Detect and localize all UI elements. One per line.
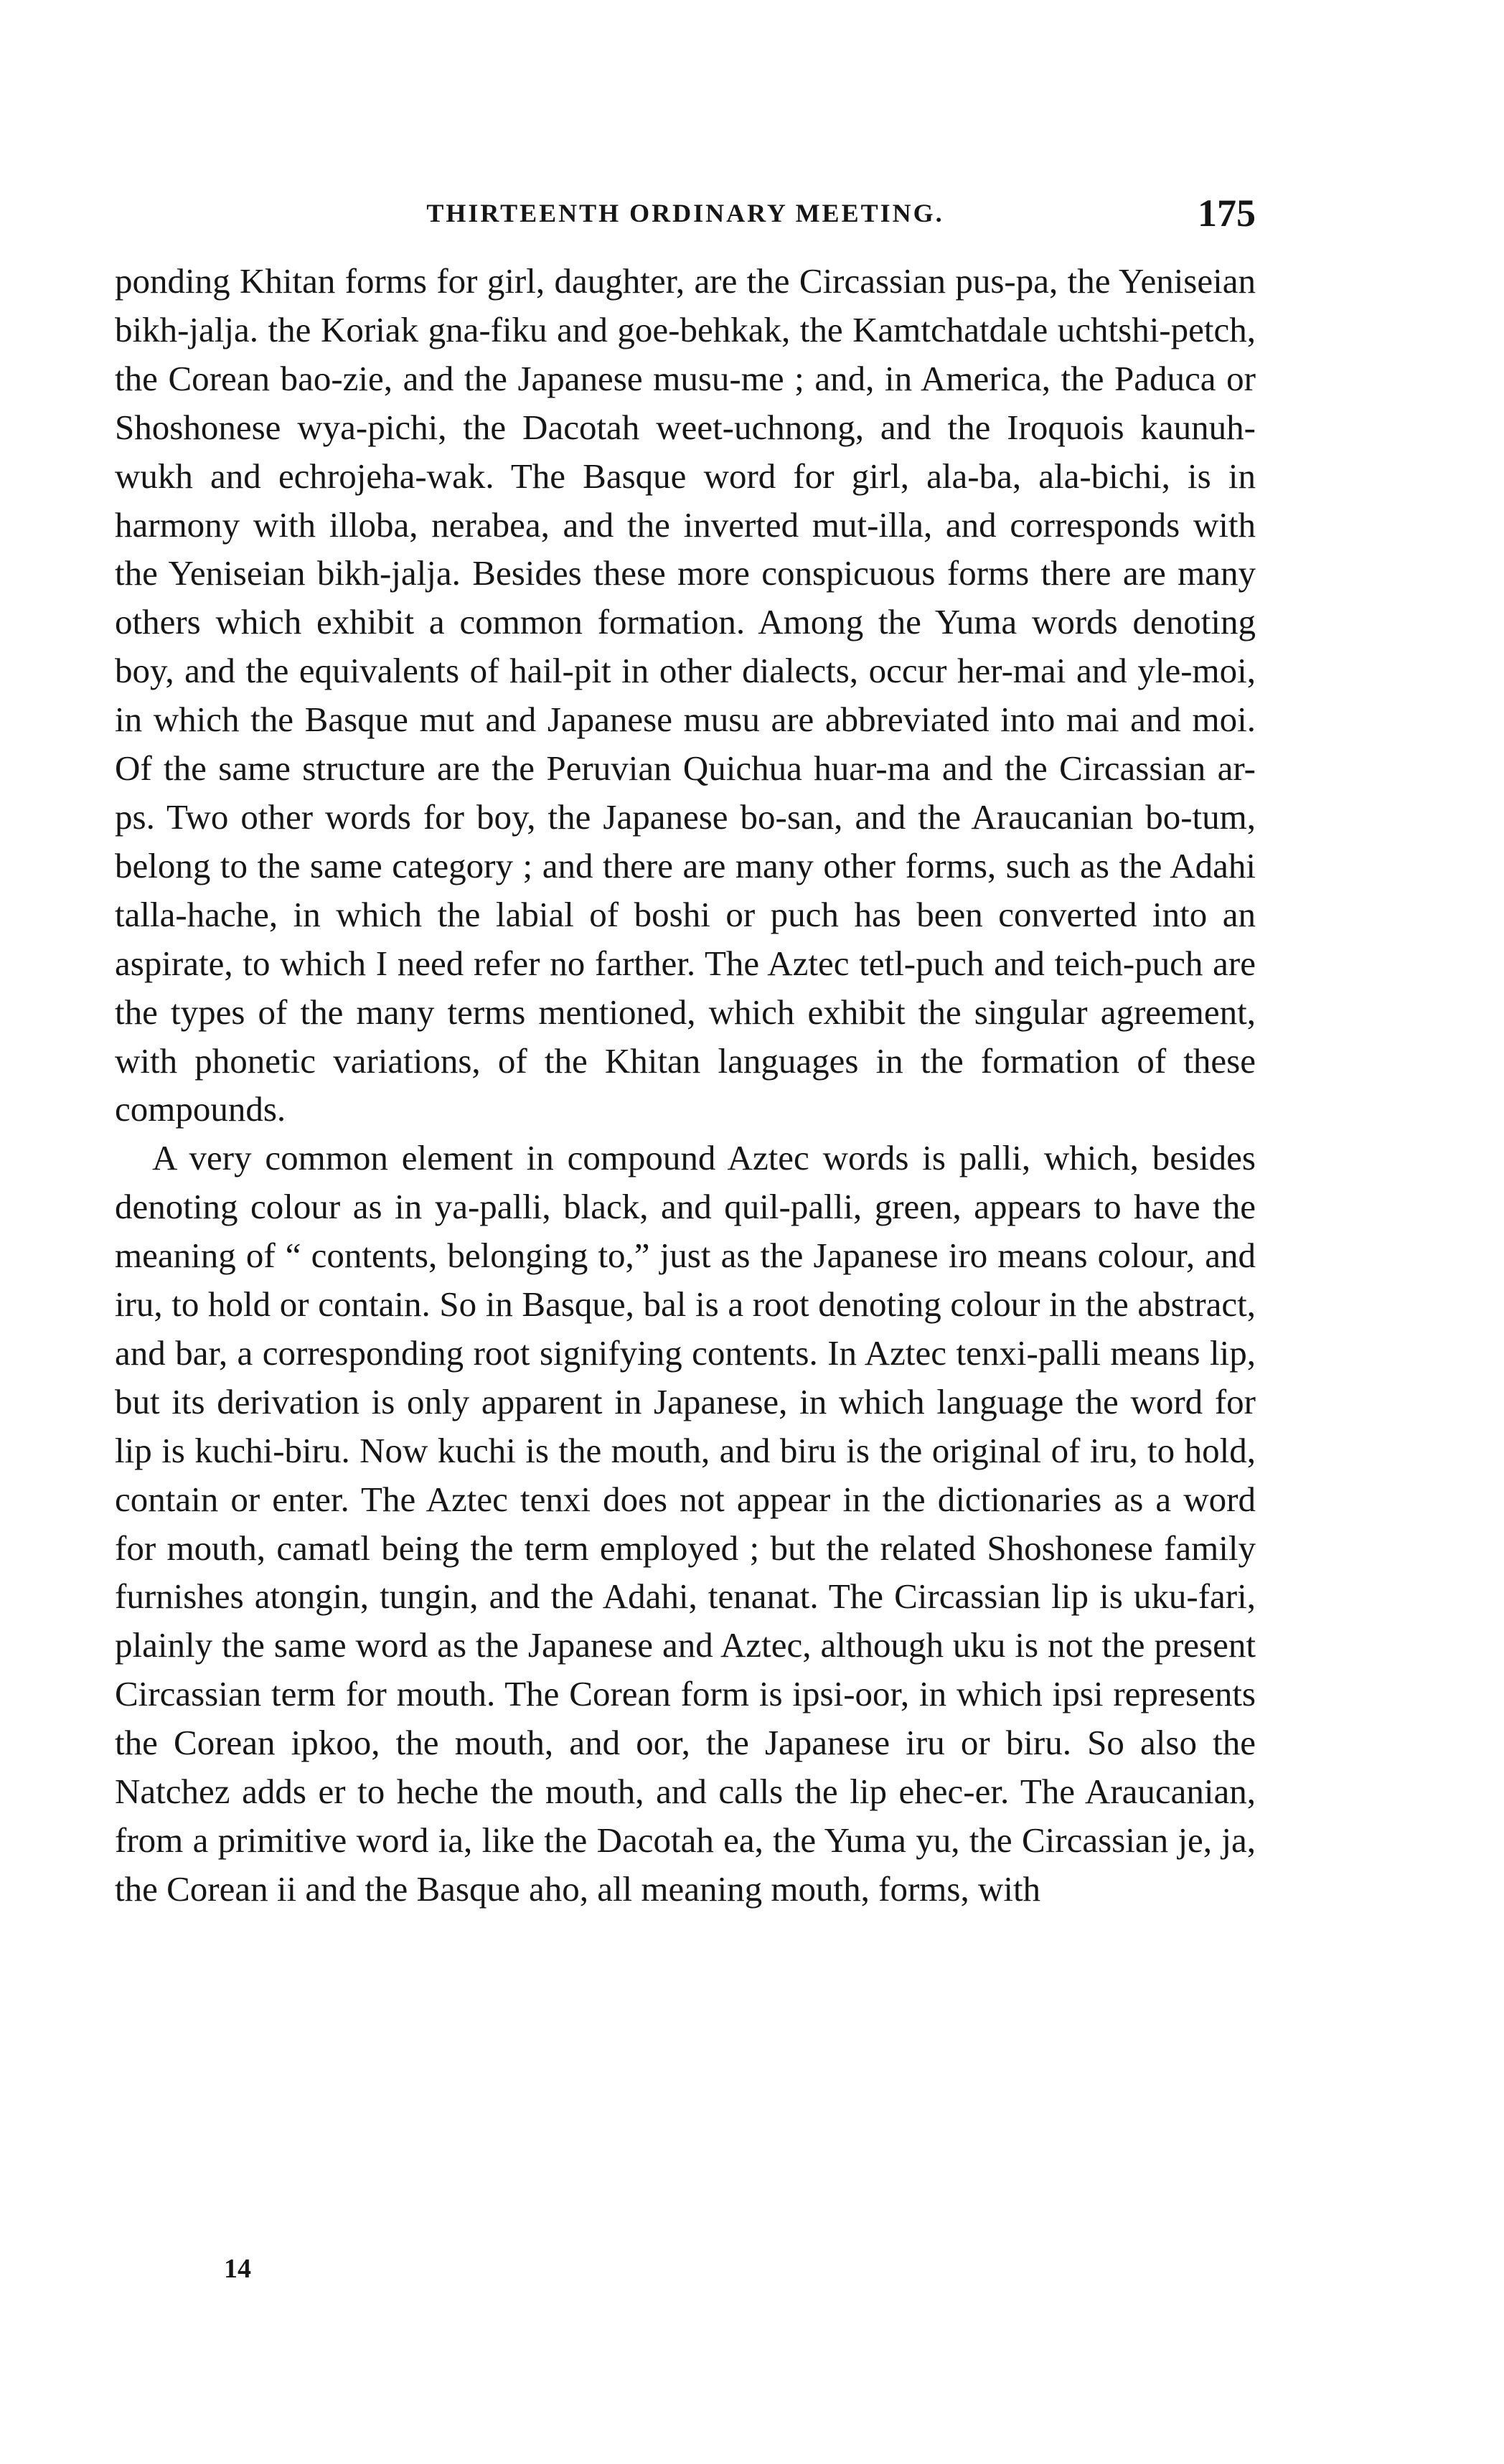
running-title: THIRTEENTH ORDINARY MEETING. (426, 199, 944, 227)
paragraph-1: ponding Khitan forms for girl, daughter, are the Circassian pus-pa, the Yeniseian bikh-jalja. the Koriak gna-fiku and goe-behkak, the Kamtchatdale uchtshi-petch, the Corean bao-zie, and the Japanese musu-me ; and, in America, the Paduca or Shoshonese wya-pichi, the Dacotah weet-uchnong, and the Iroquois kaunuh-wukh and echrojeha-wak. The Basque word for girl, ala-ba, ala-bichi, is in harmony with illoba, nerabea, and the inverted mut-illa, and corresponds with the Yeniseian bikh-jalja. Besides these more conspicuous forms there are many others which exhibit a common formation. Among the Yuma words denoting boy, and the equivalents of hail-pit in other dialects, occur her-mai and yle-moi, in which the Basque mut and Japanese musu are abbreviated into mai and moi. Of the same structure are the Peruvian Quichua huar-ma and the Circassian ar-ps. Two other words for boy, the Japanese bo-san, and the Araucanian bo-tum, belong to the same category ; and there are many other forms, such as the Adahi talla-hache, in which the labial of boshi or puch has been converted into an aspirate, to which I need refer no farther. The Aztec tetl-puch and teich-puch are the types of the many terms mentioned, which exhibit the singular agreement, with phonetic variations, of the Khitan languages in the formation of these compounds. (115, 261, 1256, 1129)
running-head (115, 191, 1256, 241)
page-number: 175 (1198, 192, 1256, 235)
body-text (115, 257, 1256, 1914)
paragraph-2: A very common element in compound Aztec words is palli, which, besides denoting colour as in ya-palli, black, and quil-palli, green, appears to have the meaning of “ contents, belonging to,” just as the Japanese iro means colour, and iru, to hold or contain. So in Basque, bal is a root denoting colour in the abstract, and bar, a corresponding root signifying contents. In Aztec tenxi-palli means lip, but its derivation is only apparent in Japanese, in which language the word for lip is kuchi-biru. Now kuchi is the mouth, and biru is the original of iru, to hold, contain or enter. The Aztec tenxi does not appear in the dictionaries as a word for mouth, camatl being the term employed ; but the related Shoshonese family furnishes atongin, tungin, and the Adahi, tenanat. The Circassian lip is uku-fari, plainly the same word as the Japanese and Aztec, although uku is not the present Circassian term for mouth. The Corean form is ipsi-oor, in which ipsi represents the Corean ipkoo, the mouth, and oor, the Japanese iru or biru. So also the Natchez adds er to heche the mouth, and calls the lip ehec-er. The Araucanian, from a primitive word ia, like the Dacotah ea, the Yuma yu, the Circassian je, ja, the Corean ii and the Basque aho, all meaning mouth, forms, with (115, 1138, 1256, 1909)
signature-mark: 14 (224, 2254, 251, 2284)
